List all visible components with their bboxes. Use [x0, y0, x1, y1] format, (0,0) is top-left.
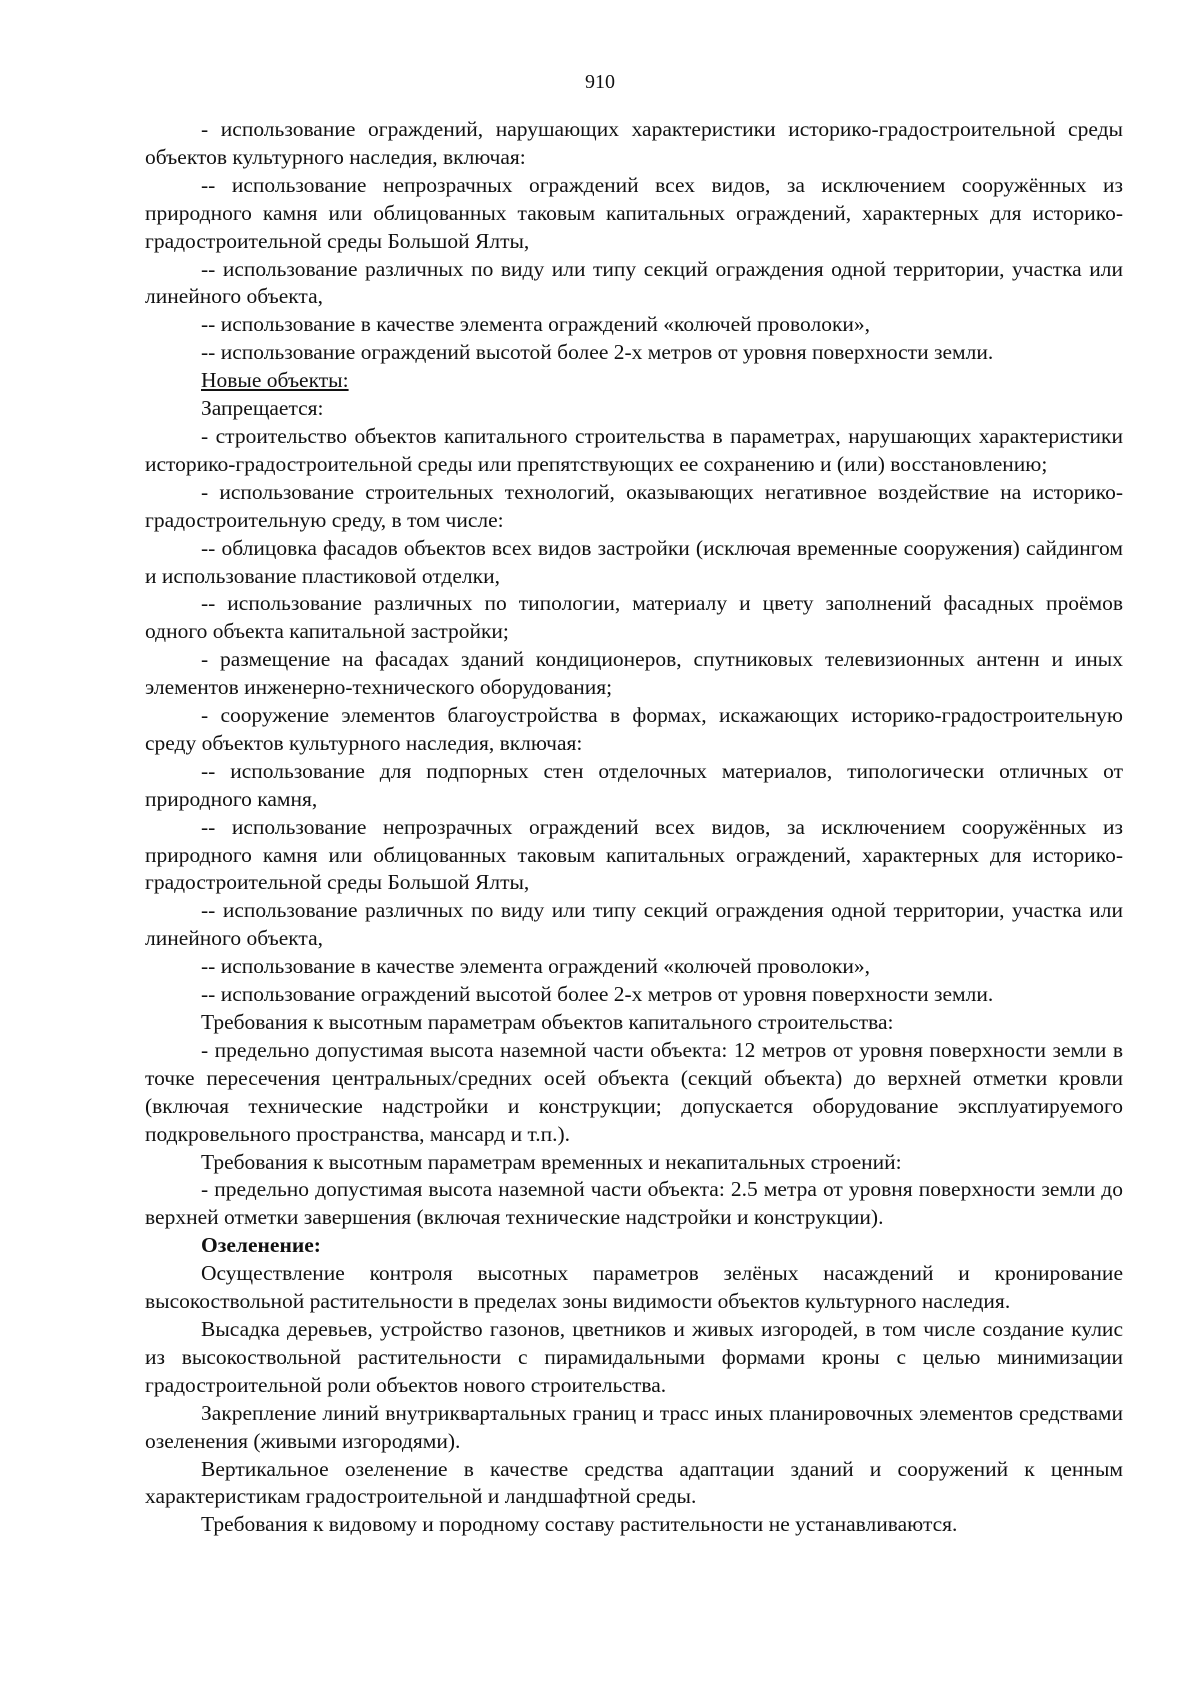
heading-text: Новые объекты:: [201, 368, 349, 393]
paragraph: - предельно допустимая высота наземной части объекта: 12 метров от уровня поверхности земли в точке пересечения центральных/средних осей объекта (секций объекта) до верхней отметки кровли (включая технические надстройки и конструкции; допускается оборудование эксплуатируемого подкровельного пространства, мансард и т.п.).: [145, 1037, 1123, 1146]
paragraph: - строительство объектов капитального строительства в параметрах, нарушающих характеристики историко-градостроительной среды или препятствующих ее сохранению и (или) восстановлению;: [145, 423, 1123, 476]
paragraph: -- использование ограждений высотой более 2-х метров от уровня поверхности земли.: [201, 340, 994, 365]
section-heading-new-objects: [145, 367, 1123, 395]
paragraph: Требования к высотным параметрам временных и некапитальных строений:: [201, 1149, 902, 1174]
paragraph: -- использование непрозрачных ограждений всех видов, за исключением сооружённых из природного камня или облицованных таковым капитальных ограждений, характерных для историко-градостроительной среды Большой Ялты,: [145, 172, 1123, 253]
paragraph: -- использование различных по виду или типу секций ограждения одной территории, участка или линейного объекта,: [145, 256, 1123, 309]
paragraph: - использование строительных технологий, оказывающих негативное воздействие на историко-градостроительную среду, в том числе:: [145, 479, 1123, 532]
paragraph: -- использование различных по типологии, материалу и цвету заполнений фасадных проёмов одного объекта капитальной застройки;: [145, 591, 1123, 644]
paragraph: -- использование для подпорных стен отделочных материалов, типологически отличных от природного камня,: [145, 758, 1123, 811]
paragraph: -- использование ограждений высотой более 2-х метров от уровня поверхности земли.: [201, 982, 994, 1007]
paragraph: - сооружение элементов благоустройства в формах, искажающих историко-градостроительную среду объектов культурного наследия, включая:: [145, 703, 1123, 755]
paragraph: Высадка деревьев, устройство газонов, цветников и живых изгородей, в том числе создание кулис из высокоствольной растительности с пирамидальными формами кроны с целью минимизации градостроительной роли объектов нового строительства.: [145, 1316, 1123, 1397]
paragraph: Требования к видовому и породному составу растительности не устанавливаются.: [201, 1512, 958, 1537]
page-number: 910: [585, 71, 615, 93]
paragraph: - предельно допустимая высота наземной части объекта: 2.5 метра от уровня поверхности земли до верхней отметки завершения (включая технические надстройки и конструкции).: [145, 1177, 1123, 1230]
paragraph: -- облицовка фасадов объектов всех видов застройки (исключая временные сооружения) сайдингом и использование пластиковой отделки,: [145, 535, 1123, 588]
paragraph: Вертикальное озеленение в качестве средства адаптации зданий и сооружений к ценным характеристикам градостроительной и ландшафтной среды.: [145, 1456, 1123, 1509]
paragraph: Требования к высотным параметрам объектов капитального строительства:: [201, 1010, 894, 1034]
paragraph: -- использование в качестве элемента ограждений «колючей проволоки»,: [201, 954, 871, 979]
document-body: [145, 116, 1123, 1539]
paragraph: -- использование в качестве элемента ограждений «колючей проволоки»,: [201, 312, 871, 337]
paragraph: - размещение на фасадах зданий кондиционеров, спутниковых телевизионных антенн и иных элементов инженерно-технического оборудования;: [145, 647, 1123, 700]
paragraph: Осуществление контроля высотных параметров зелёных насаждений и кронирование высокоствольной растительности в пределах зоны видимости объектов культурного наследия.: [145, 1261, 1123, 1314]
paragraph: -- использование непрозрачных ограждений всех видов, за исключением сооружённых из природного камня или облицованных таковым капитальных ограждений, характерных для историко-градостроительной среды Большой Ялты,: [145, 814, 1123, 895]
section-heading-greening: Озеленение:: [201, 1233, 321, 1258]
paragraph: - использование ограждений, нарушающих характеристики историко-градостроительной среды объектов культурного наследия, включая:: [145, 117, 1123, 169]
paragraph: Закрепление линий внутриквартальных границ и трасс иных планировочных элементов средствами озеленения (живыми изгородями).: [145, 1400, 1123, 1453]
paragraph: -- использование различных по виду или типу секций ограждения одной территории, участка или линейного объекта,: [145, 898, 1123, 951]
paragraph: Запрещается:: [201, 396, 324, 421]
